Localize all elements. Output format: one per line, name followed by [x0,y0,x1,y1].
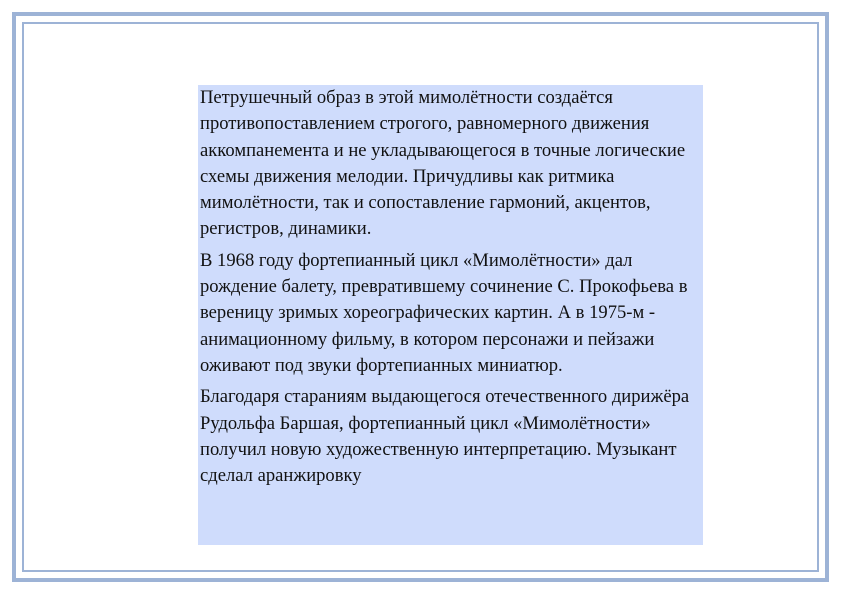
paragraph-barshai-arrangement: Благодаря стараниям выдающегося отечественного дирижёра Рудольфа Баршая, фортепианный цикл «Мимолётности» получил новую художественную интерпретацию. Музыкант сделал аранжировку [200,386,690,487]
paragraph-ballet-and-film: В 1968 году фортепианный цикл «Мимолётности» дал рождение балету, превратившему сочинение С. Прокофьева в вереницу зримых хореографических картин. А в 1975-м - анимационному фильму, в котором персонажи и пейзажи оживают под звуки фортепианных миниатюр. [200,249,688,376]
paragraph-petrushka-image: Петрушечный образ в этой мимолётности создаётся противопоставлением строгого, равномерного движения аккомпанемента и не укладывающегося в точные логические схемы движения мелодии. Причудливы как ритмика мимолётности, так и сопоставление гармоний, акцентов, регистров, динамики. [200,87,686,240]
text-box [198,85,703,545]
